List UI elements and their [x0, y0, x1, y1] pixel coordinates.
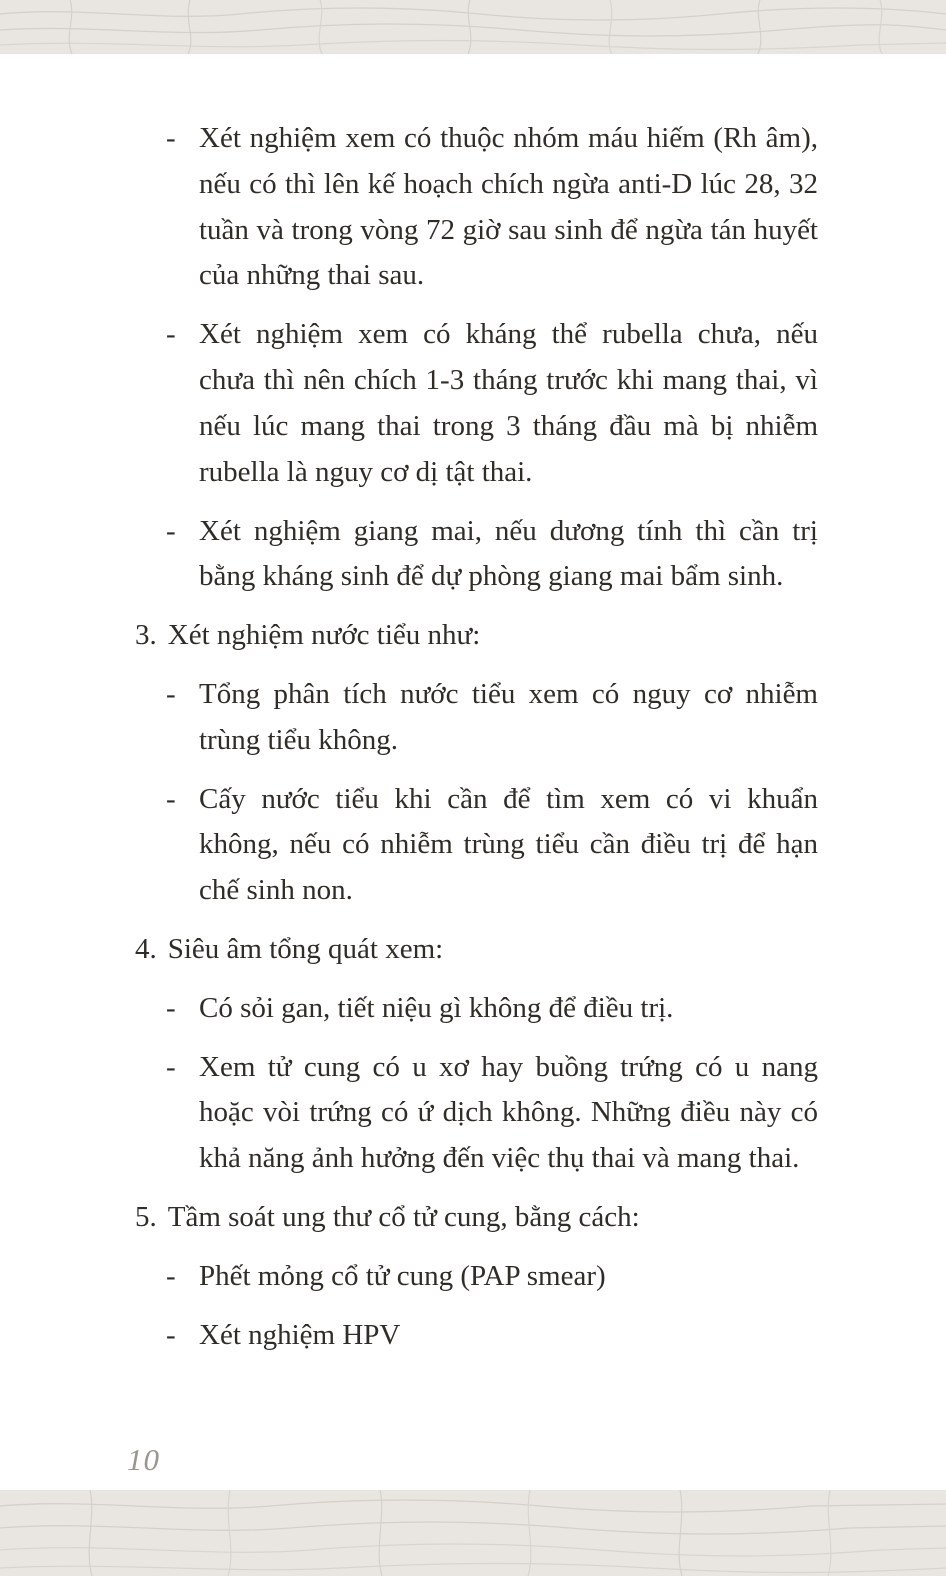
- list-item: [135, 1045, 818, 1182]
- list-marker: 3.: [135, 619, 157, 652]
- list-text: Phết mỏng cổ tử cung (PAP smear): [199, 1259, 606, 1292]
- list-marker: -: [166, 122, 176, 154]
- list-text: Có sỏi gan, tiết niệu gì không để điều trị.: [199, 991, 674, 1024]
- list-text: Xét nghiệm xem có kháng thể rubella chưa, nếu chưa thì nên chích 1-3 tháng trước khi mang thai, vì nếu lúc mang thai trong 3 tháng đầu mà bị nhiễm rubella là nguy cơ dị tật thai.: [199, 318, 818, 488]
- list-marker: -: [166, 1259, 176, 1292]
- numbered-heading: [135, 1195, 818, 1241]
- list-text: Xem tử cung có u xơ hay buồng trứng có u nang hoặc vòi trứng có ứ dịch không. Những điều này có khả năng ảnh hưởng đến việc thụ thai và mang thai.: [199, 1050, 818, 1175]
- list-item: [135, 116, 818, 299]
- page-number: 10: [127, 1442, 160, 1477]
- list-marker: 4.: [135, 933, 157, 965]
- list-text: Cấy nước tiểu khi cần để tìm xem có vi khuẩn không, nếu có nhiễm trùng tiểu cần điều trị để hạn chế sinh non.: [199, 782, 818, 907]
- numbered-heading: [135, 613, 818, 659]
- page-content: [135, 116, 818, 1372]
- list-item: [135, 1254, 818, 1300]
- list-marker: -: [166, 782, 176, 815]
- bottom-decorative-band: [0, 1490, 946, 1576]
- list-marker: -: [166, 1050, 176, 1083]
- list-marker: -: [166, 318, 176, 351]
- list-text: Siêu âm tổng quát xem:: [167, 933, 444, 965]
- list-item: [135, 986, 818, 1032]
- list-item: [135, 777, 818, 914]
- list-text: Tổng phân tích nước tiểu xem có nguy cơ nhiễm trùng tiểu không.: [199, 677, 818, 756]
- list-text: Tầm soát ung thư cổ tử cung, bằng cách:: [167, 1201, 640, 1234]
- list-marker: 5.: [135, 1201, 157, 1234]
- list-text: Xét nghiệm xem có thuộc nhóm máu hiếm (Rh âm), nếu có thì lên kế hoạch chích ngừa anti-D lúc 28, 32 tuần và trong vòng 72 giờ sau sinh để ngừa tán huyết của những thai sau.: [199, 122, 818, 292]
- list-text: Xét nghiệm nước tiểu như:: [167, 619, 481, 652]
- list-marker: -: [166, 991, 176, 1024]
- list-marker: -: [166, 1318, 176, 1351]
- list-item: [135, 672, 818, 764]
- top-decorative-band: [0, 0, 946, 54]
- list-marker: -: [166, 677, 176, 710]
- list-marker: -: [166, 514, 176, 547]
- list-text: Xét nghiệm HPV: [199, 1318, 401, 1351]
- list-item: [135, 1313, 818, 1359]
- list-text: Xét nghiệm giang mai, nếu dương tính thì cần trị bằng kháng sinh để dự phòng giang mai bẩm sinh.: [199, 514, 818, 593]
- list-item: [135, 509, 818, 601]
- numbered-heading: [135, 927, 818, 973]
- list-item: [135, 312, 818, 495]
